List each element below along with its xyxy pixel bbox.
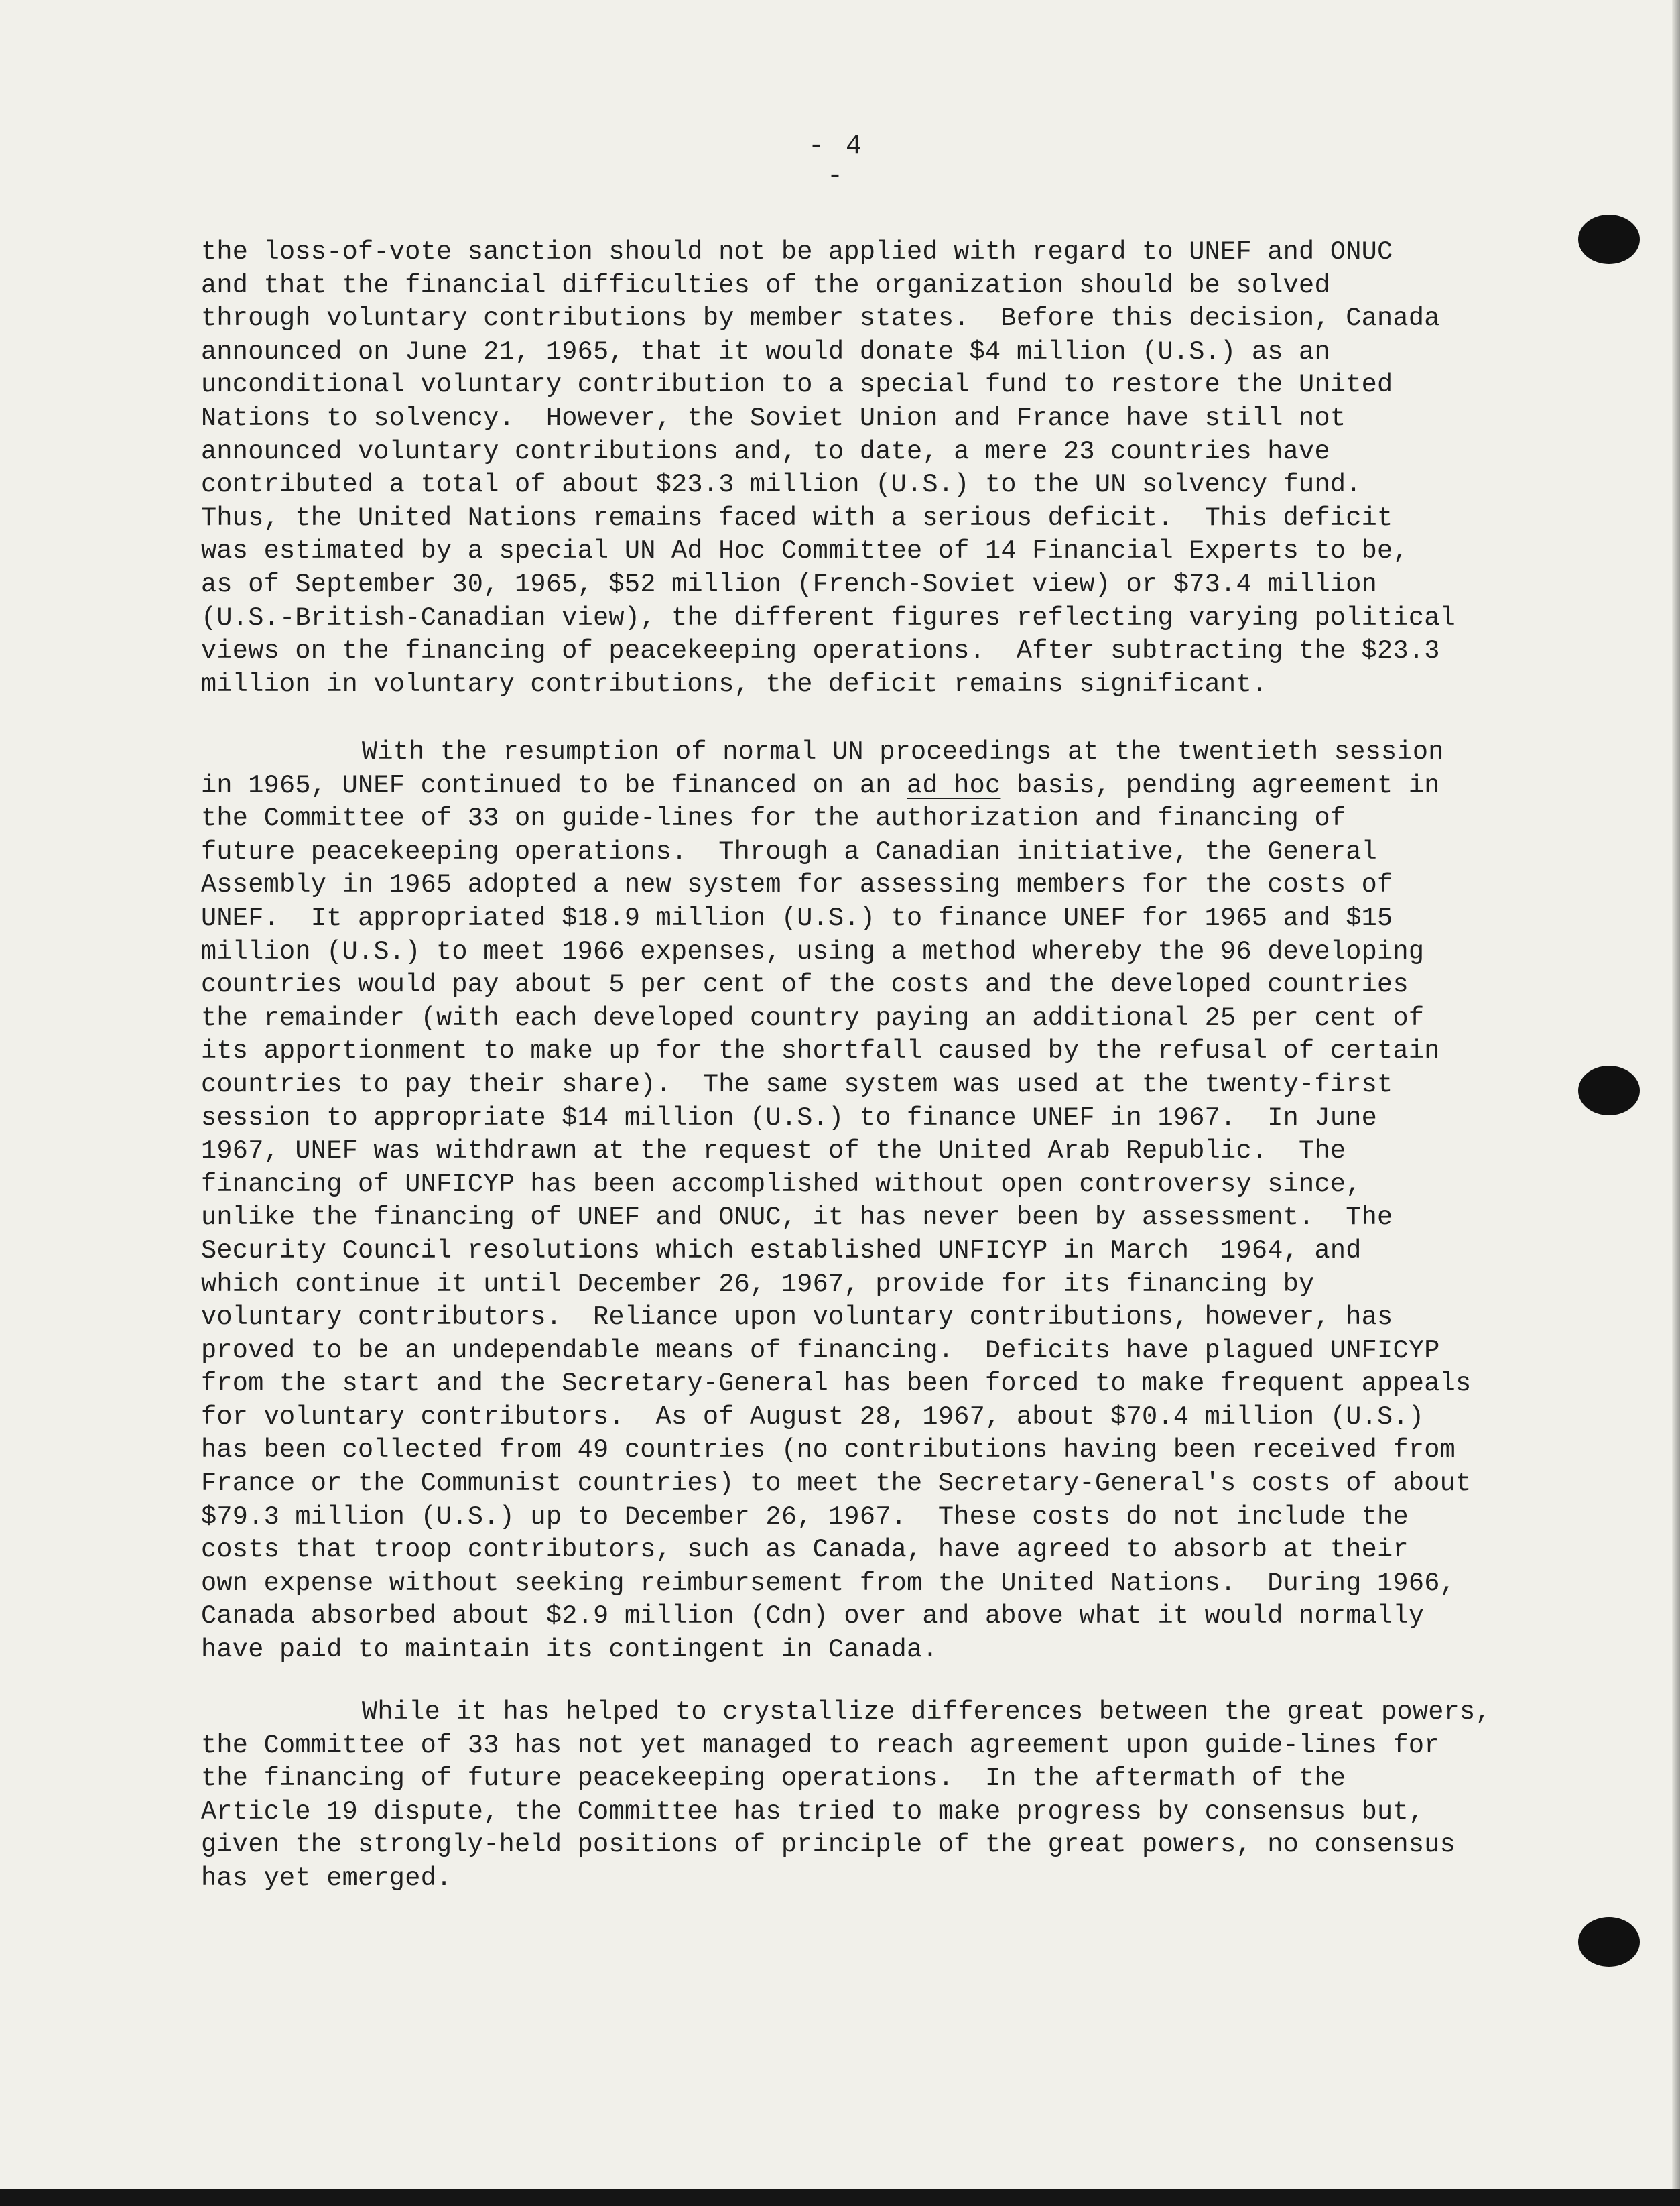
binder-hole [1578,1066,1640,1115]
text-line: contributed a total of about $23.3 million (U.S.) to the UN solvency fund. [201,470,1362,500]
text-line: countries would pay about 5 per cent of the costs and the developed countries [201,970,1409,1000]
text-line [201,770,1568,803]
text-line: Thus, the United Nations remains faced with a serious deficit. This deficit [201,503,1393,533]
underlined-term: ad hoc [907,770,1001,800]
text-line: $79.3 million (U.S.) up to December 26, 1967. These costs do not include the [201,1502,1409,1532]
text-line: through voluntary contributions by member states. Before this decision, Canada [201,304,1440,334]
text-line: for voluntary contributors. As of August 28, 1967, about $70.4 million (U.S.) [201,1402,1425,1432]
text-line: Canada absorbed about $2.9 million (Cdn) over and above what it would normally [201,1601,1425,1632]
text-line: (U.S.-British-Canadian view), the different figures reflecting varying political [201,603,1456,633]
text-line: own expense without seeking reimbursement from the United Nations. During 1966, [201,1568,1456,1598]
text-line: the remainder (with each developed country paying an additional 25 per cent of [201,1003,1425,1033]
text-line: million in voluntary contributions, the deficit remains significant. [201,669,1268,699]
binder-hole [1578,215,1640,264]
text-line: and that the financial difficulties of the organization should be solved [201,270,1330,300]
paragraph-solvency [201,236,1568,701]
text-line: has been collected from 49 countries (no contributions having been received from [201,1435,1456,1465]
text-line: was estimated by a special UN Ad Hoc Committee of 14 Financial Experts to be, [201,536,1409,566]
text-segment: in 1965, UNEF continued to be financed on an [201,770,907,800]
text-line: financing of UNFICYP has been accomplished without open controversy since, [201,1169,1362,1199]
page-edge-shadow [1672,0,1680,2206]
text-line: France or the Communist countries) to meet the Secretary-General's costs of about [201,1469,1472,1499]
text-line: With the resumption of normal UN proceedings at the twentieth session [362,737,1444,767]
text-line: the Committee of 33 has not yet managed to reach agreement upon guide-lines for [201,1730,1440,1760]
scan-bottom-edge [0,2189,1680,2206]
text-line: While it has helped to crystallize differences between the great powers, [362,1697,1491,1727]
text-line: its apportionment to make up for the shortfall caused by the refusal of certain [201,1036,1440,1066]
paragraph-committee-of-33 [201,1696,1568,1896]
text-line: proved to be an undependable means of financing. Deficits have plagued UNFICYP [201,1335,1440,1365]
text-line: costs that troop contributors, such as Canada, have agreed to absorb at their [201,1535,1409,1565]
text-line: future peacekeeping operations. Through a Canadian initiative, the General [201,837,1378,867]
text-line: which continue it until December 26, 1967, provide for its financing by [201,1269,1315,1299]
text-line: 1967, UNEF was withdrawn at the request of the United Arab Republic. The [201,1136,1346,1166]
paragraph-unef-financing [201,736,1568,1667]
text-line: countries to pay their share). The same system was used at the twenty-first [201,1069,1393,1099]
text-line: as of September 30, 1965, $52 million (French-Soviet view) or $73.4 million [201,569,1378,599]
text-line: Article 19 dispute, the Committee has tried to make progress by consensus but, [201,1796,1425,1827]
text-line: have paid to maintain its contingent in Canada. [201,1635,938,1665]
text-line: Security Council resolutions which established UNFICYP in March 1964, and [201,1235,1362,1266]
text-line: million (U.S.) to meet 1966 expenses, using a method whereby the 96 developing [201,936,1425,967]
text-line: has yet emerged. [201,1863,452,1893]
text-line: the loss-of-vote sanction should not be applied with regard to UNEF and ONUC [201,237,1393,267]
text-line: unconditional voluntary contribution to a special fund to restore the United [201,370,1393,400]
text-line: announced on June 21, 1965, that it would donate $4 million (U.S.) as an [201,336,1330,367]
text-line: given the strongly-held positions of principle of the great powers, no consensus [201,1830,1456,1860]
text-line: from the start and the Secretary-General has been forced to make frequent appeals [201,1369,1472,1399]
text-line: session to appropriate $14 million (U.S.) to finance UNEF in 1967. In June [201,1103,1378,1133]
text-line: Nations to solvency. However, the Soviet Union and France have still not [201,403,1346,433]
text-line: the financing of future peacekeeping operations. In the aftermath of the [201,1764,1346,1794]
text-line: Assembly in 1965 adopted a new system for assessing members for the costs of [201,870,1393,900]
binder-hole [1578,1917,1640,1967]
text-line: voluntary contributors. Reliance upon voluntary contributions, however, has [201,1302,1393,1333]
page-number: - 4 - [807,131,864,192]
text-line: UNEF. It appropriated $18.9 million (U.S.) to finance UNEF for 1965 and $15 [201,903,1393,933]
text-line: announced voluntary contributions and, to date, a mere 23 countries have [201,436,1330,467]
text-line: the Committee of 33 on guide-lines for the authorization and financing of [201,804,1346,834]
text-line: views on the financing of peacekeeping operations. After subtracting the $23.3 [201,636,1440,666]
text-segment: basis, pending agreement in [1000,770,1440,800]
text-line: unlike the financing of UNEF and ONUC, it has never been by assessment. The [201,1203,1393,1233]
